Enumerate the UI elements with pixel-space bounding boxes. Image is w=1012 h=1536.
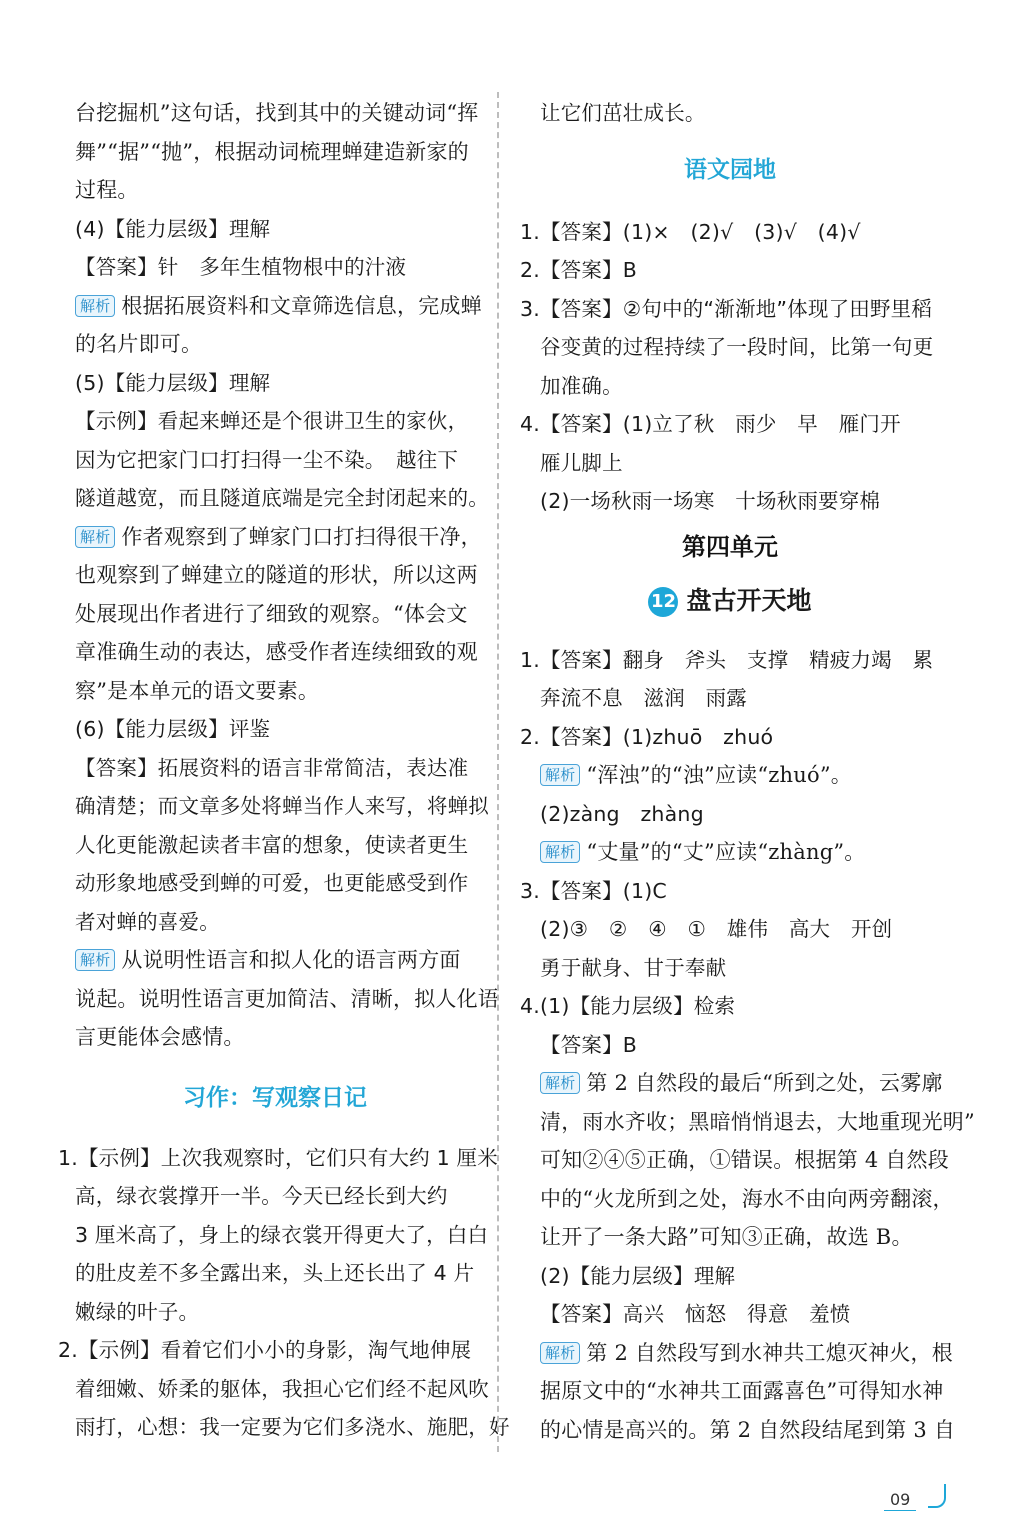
line-text: 【答案】B [540, 1032, 638, 1057]
answer-line [75, 479, 489, 518]
text-line [520, 1411, 956, 1450]
line-text: 1.【示例】上次我观察时，它们只有大约 1 厘米 [58, 1145, 498, 1170]
line-text: 据原文中的“水神共工面露喜色”可得知水神 [540, 1379, 944, 1403]
line-text: 让它们茁壮成长。 [540, 101, 706, 125]
answer-line [520, 949, 940, 988]
line-text: 雨打，心想：我一定要为它们多浇水、施肥，好 [75, 1415, 510, 1439]
section-title [520, 151, 940, 189]
answer-line [75, 248, 475, 287]
answer-line [520, 872, 940, 911]
text-line [520, 1141, 949, 1180]
line-text: 言更能体会感情。 [75, 1025, 245, 1049]
line-text: 【答案】针 多年生植物根中的汁液 [75, 255, 407, 279]
line-text: 嫩绿的叶子。 [75, 1299, 200, 1324]
answer-line [520, 718, 940, 757]
text-line [75, 133, 475, 172]
answer-line [75, 749, 475, 788]
answer-line [520, 405, 940, 444]
analysis-tag: 解析 [75, 949, 115, 971]
line-text: (2)③ ② ④ ① 雄伟 高大 开创 [540, 917, 893, 941]
text-line [75, 1018, 475, 1057]
line-text: 高，绿衣裳撑开一半。今天已经长到大约 [75, 1184, 448, 1208]
line-text: 中的“火龙所到之处，海水不由向两旁翻滚， [540, 1186, 954, 1211]
answer-line [75, 210, 475, 249]
answer-line [520, 1295, 940, 1334]
analysis-line [520, 1334, 953, 1373]
line-text: 勇于献身、甘于奉献 [540, 955, 727, 980]
answer-line [75, 864, 475, 903]
section-title-text: 习作：写观察日记 [183, 1084, 367, 1111]
answer-line [75, 1216, 489, 1255]
text-line [75, 556, 478, 595]
answer-line [75, 1408, 510, 1447]
line-text: 者对蝉的喜爱。 [75, 909, 220, 934]
line-text: 动形象地感受到蝉的可爱，也更能感受到作 [75, 871, 469, 895]
page-number: 09 [884, 1490, 916, 1511]
answer-line [520, 987, 940, 1026]
analysis-line [520, 833, 940, 872]
analysis-line [75, 518, 482, 557]
line-text: 4.(1)【能力层级】检索 [520, 994, 736, 1018]
line-text: 根据拓展资料和文章筛选信息，完成蝉 [121, 293, 482, 318]
line-text: 人化更能激起读者丰富的想象，使读者更生 [75, 832, 469, 857]
answer-line [75, 1370, 489, 1409]
text-line [520, 1180, 954, 1219]
line-text: 【答案】拓展资料的语言非常简洁，表达准 [75, 755, 469, 780]
text-line [520, 1218, 940, 1257]
text-line [75, 633, 478, 672]
line-text: 谷变黄的过程持续了一段时间，比第一句更 [540, 335, 934, 359]
line-text: 3.【答案】(1)C [520, 878, 667, 903]
line-text: 【答案】高兴 恼怒 得意 羞愤 [540, 1302, 851, 1326]
line-text: 第 2 自然段的最后“所到之处，云雾廓 [586, 1071, 943, 1095]
line-text: 过程。 [75, 178, 139, 202]
line-text: 作者观察到了蝉家门口打扫得很干净， [121, 524, 482, 549]
answer-line [75, 402, 475, 441]
text-line [75, 325, 475, 364]
answer-line [520, 444, 940, 483]
line-text: (2)【能力层级】理解 [540, 1263, 736, 1288]
line-text: 第 2 自然段写到水神共工熄灭神火，根 [586, 1340, 953, 1365]
answer-line [75, 1293, 475, 1332]
text-line [520, 1372, 944, 1411]
text-line [75, 94, 479, 133]
answer-line [520, 328, 940, 367]
section-title [75, 1079, 475, 1117]
column-divider [497, 92, 499, 1452]
answer-line [520, 482, 940, 521]
line-text: 可知②④⑤正确，①错误。根据第 4 自然段 [540, 1148, 949, 1172]
answer-line [75, 787, 489, 826]
line-text: 察”是本单元的语文要素。 [75, 678, 320, 703]
line-text: (6)【能力层级】评鉴 [75, 717, 271, 741]
answer-line [520, 679, 940, 718]
line-text: 2.【示例】看着它们小小的身影，淘气地伸展 [58, 1338, 472, 1362]
line-text: 4.【答案】(1)立了秋 雨少 早 雁门开 [520, 412, 901, 436]
analysis-line [520, 756, 940, 795]
lesson-number-badge: 12 [648, 587, 678, 617]
line-text: 1.【答案】(1)× (2)√ (3)√ (4)√ [520, 219, 861, 244]
answer-line [75, 710, 475, 749]
line-text: “浑浊”的“浊”应读“zhuó”。 [586, 763, 852, 787]
analysis-line [75, 287, 482, 326]
answer-line [520, 795, 940, 834]
line-text: 加准确。 [540, 373, 623, 398]
analysis-tag: 解析 [540, 1072, 580, 1094]
section-title-text: 语文园地 [684, 156, 776, 183]
answer-line [520, 251, 940, 290]
right-column [520, 94, 975, 1449]
lesson-title-text: 盘古开天地 [686, 585, 812, 615]
text-line [75, 595, 475, 634]
line-text: (2)一场秋雨一场寒 十场秋雨要穿棉 [540, 489, 881, 513]
answer-line [520, 290, 940, 329]
analysis-tag: 解析 [540, 841, 580, 863]
line-text: 确清楚；而文章多处将蝉当作人来写，将蝉拟 [75, 794, 489, 818]
analysis-tag: 解析 [75, 295, 115, 317]
unit-title-text: 第四单元 [682, 532, 778, 561]
line-text: (2)zàng zhàng [540, 801, 704, 826]
line-text: 处展现出作者进行了细致的观察。“体会文 [75, 601, 468, 626]
line-text: 2.【答案】B [520, 258, 638, 282]
line-text: (4)【能力层级】理解 [75, 216, 271, 241]
line-text: 的名片即可。 [75, 332, 203, 356]
line-text: 舞”“据”“抛”，根据动词梳理蝉建造新家的 [75, 139, 469, 164]
answer-line [520, 641, 940, 680]
line-text: 因为它把家门口打扫得一尘不染。 越往下 [75, 447, 459, 472]
line-text: 让开了一条大路”可知③正确，故选 B。 [540, 1225, 913, 1249]
line-text: 3 厘米高了，身上的绿衣裳开得更大了，白白 [75, 1222, 489, 1247]
answer-line [520, 213, 940, 252]
answer-line [75, 441, 475, 480]
answer-line [58, 1331, 475, 1370]
text-line [75, 171, 475, 210]
line-text: 从说明性语言和拟人化的语言两方面 [121, 948, 461, 972]
answer-line [75, 826, 475, 865]
line-text: 3.【答案】②句中的“渐渐地”体现了田野里稻 [520, 296, 933, 321]
text-line [75, 980, 499, 1019]
line-text: 清，雨水齐收；黑暗悄悄退去，大地重现光明” [540, 1109, 975, 1134]
line-text: 隧道越宽，而且隧道底端是完全封闭起来的。 [75, 486, 489, 510]
answer-line [520, 367, 940, 406]
line-text: 说起。说明性语言更加简洁、清晰，拟人化语 [75, 986, 499, 1011]
line-text: 也观察到了蝉建立的隧道的形状，所以这两 [75, 563, 478, 587]
line-text: 的心情是高兴的。第 2 自然段结尾到第 3 自 [540, 1417, 956, 1442]
answer-line [520, 910, 940, 949]
analysis-line [520, 1064, 943, 1103]
lesson-title [520, 581, 940, 621]
left-column [58, 94, 510, 1447]
answer-line [520, 1257, 940, 1296]
line-text: 1.【答案】翻身 斧头 支撑 精疲力竭 累 [520, 647, 934, 672]
line-text: 着细嫩、娇柔的躯体，我担心它们经不起风吹 [75, 1376, 489, 1401]
line-text: 雁儿脚上 [540, 450, 623, 475]
analysis-line [75, 941, 475, 980]
answer-line [75, 1177, 475, 1216]
answer-line [75, 364, 475, 403]
line-text: 台挖掘机”这句话，找到其中的关键动词“挥 [75, 101, 479, 125]
answer-line [520, 1026, 940, 1065]
answer-line [75, 903, 475, 942]
text-line [520, 1103, 975, 1142]
line-text: 章准确生动的表达，感受作者连续细致的观 [75, 640, 478, 664]
line-text: 2.【答案】(1)zhuō zhuó [520, 724, 774, 749]
line-text: 【示例】看起来蝉还是个很讲卫生的家伙， [75, 409, 469, 433]
answer-line [58, 1139, 498, 1178]
analysis-tag: 解析 [75, 526, 115, 548]
text-line [75, 672, 475, 711]
page-corner-mark-icon [928, 1484, 946, 1508]
line-text: 奔流不息 滋润 雨露 [540, 686, 747, 710]
unit-title [520, 527, 940, 567]
line-text: 的肚皮差不多全露出来，头上还长出了 4 片 [75, 1261, 475, 1285]
line-text: (5)【能力层级】理解 [75, 370, 271, 395]
answer-line [75, 1254, 475, 1293]
analysis-tag: 解析 [540, 764, 580, 786]
analysis-tag: 解析 [540, 1342, 580, 1364]
line-text: “丈量”的“丈”应读“zhàng”。 [586, 840, 866, 864]
answer-line [520, 94, 940, 133]
